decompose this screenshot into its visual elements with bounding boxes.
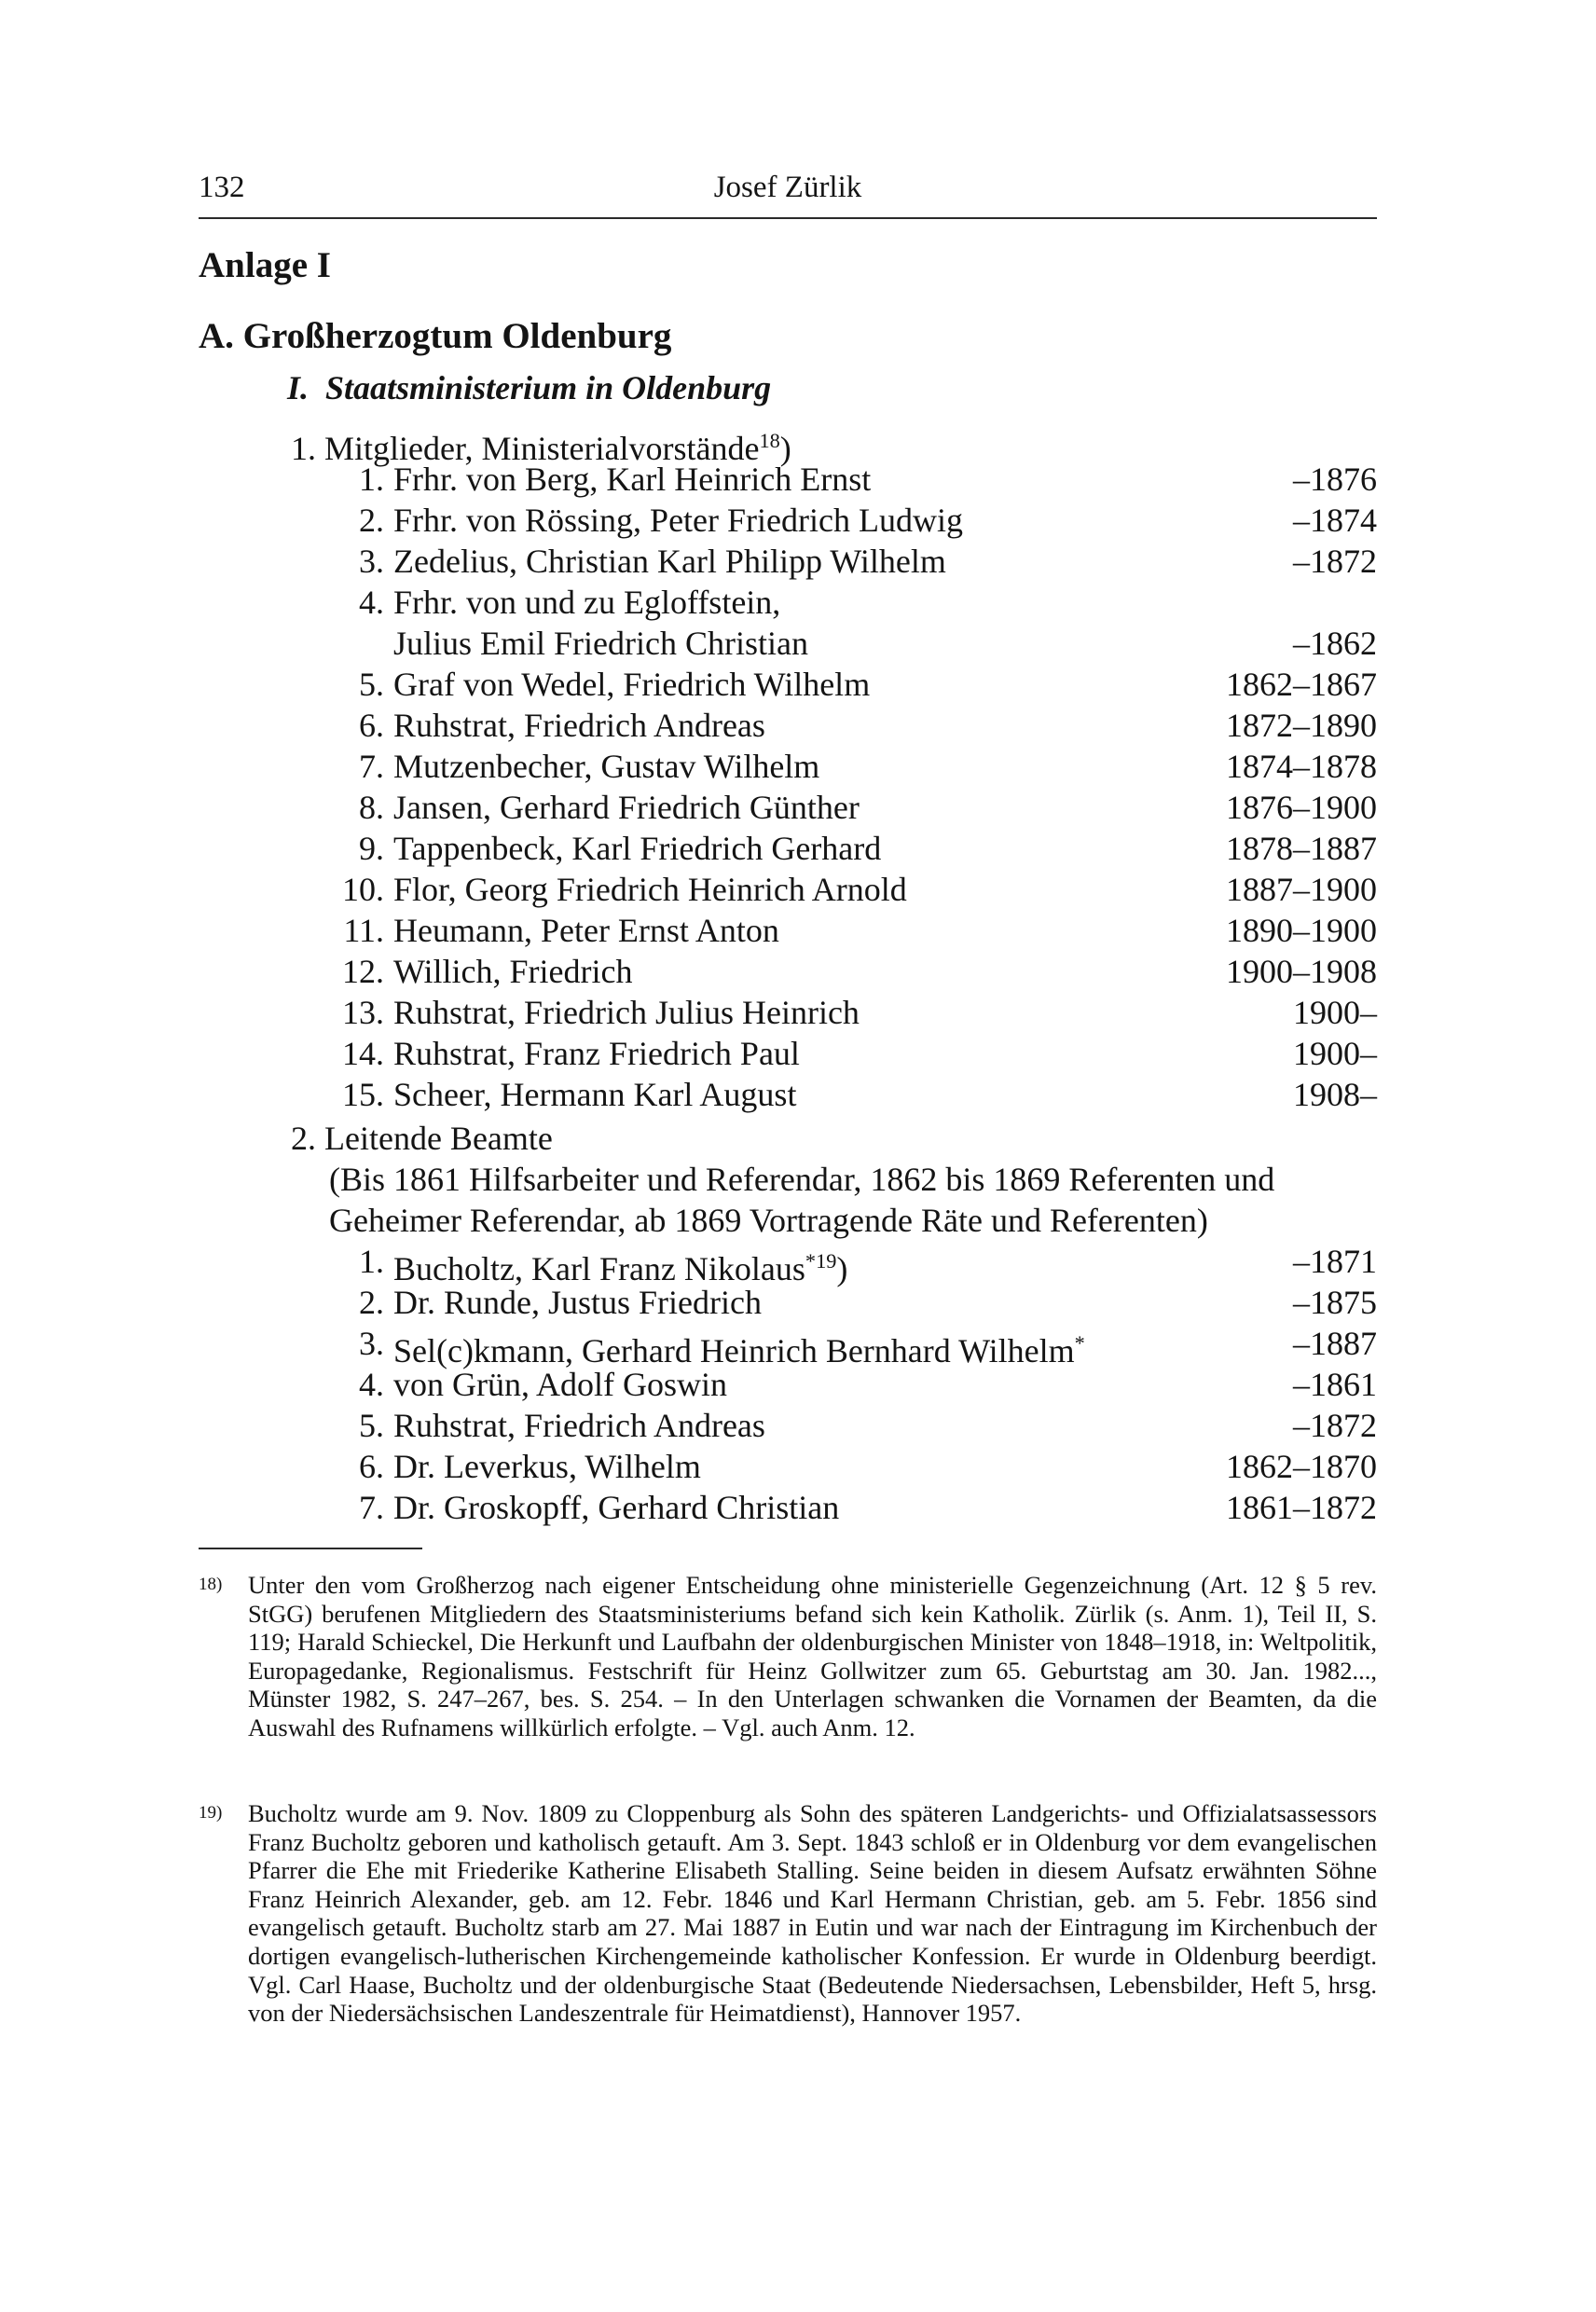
list-item <box>0 1405 1596 1446</box>
item-number: 4. <box>359 1366 384 1403</box>
item-number: 4. <box>359 584 384 621</box>
item-name-text: Tappenbeck, Karl Friedrich Gerhard <box>393 830 882 867</box>
section2-number: 2. <box>291 1120 316 1157</box>
item-name-text: Dr. Runde, Justus Friedrich <box>393 1284 762 1321</box>
item-years: –1875 <box>1293 1284 1377 1321</box>
item-name <box>393 787 860 828</box>
list-item <box>0 951 1596 992</box>
list-item <box>0 541 1596 582</box>
item-number: 10. <box>342 871 384 908</box>
item-number: 1. <box>359 461 384 498</box>
item-name-text: Dr. Leverkus, Wilhelm <box>393 1448 701 1485</box>
item-number: 12. <box>342 953 384 990</box>
list-item <box>0 582 1596 623</box>
footnote-ref-paren: ) <box>836 1250 848 1287</box>
item-name-text: Scheer, Hermann Karl August <box>393 1076 797 1113</box>
section1-paren: ) <box>779 430 791 467</box>
item-number: 13. <box>342 994 384 1031</box>
item-years: 1900– <box>1293 994 1377 1031</box>
item-years: 1900–1908 <box>1226 953 1377 990</box>
list-item <box>0 1446 1596 1487</box>
item-name <box>393 459 871 500</box>
item-years: 1890–1900 <box>1226 912 1377 949</box>
item-number: 5. <box>359 1407 384 1444</box>
asterisk-mark: * <box>1074 1331 1085 1355</box>
item-name-text: Sel(c)kmann, Gerhard Heinrich Bernhard Wilhelm <box>393 1332 1075 1369</box>
item-name-text: Ruhstrat, Friedrich Andreas <box>393 707 765 744</box>
section1-title: Mitglieder, Ministerialvorstände <box>324 430 760 467</box>
item-name <box>393 1405 765 1446</box>
item-number: 7. <box>359 748 384 785</box>
item-name-text: Heumann, Peter Ernst Anton <box>393 912 779 949</box>
item-years: 1862–1867 <box>1226 666 1377 703</box>
item-name <box>393 541 946 582</box>
item-name-text: Bucholtz, Karl Franz Nikolaus <box>393 1250 805 1287</box>
item-number: 15. <box>342 1076 384 1113</box>
item-number: 9. <box>359 830 384 867</box>
list-item <box>0 869 1596 910</box>
item-name-text: Flor, Georg Friedrich Heinrich Arnold <box>393 871 907 908</box>
section2-heading <box>291 1118 553 1159</box>
item-number: 3. <box>359 543 384 580</box>
item-name-text: Julius Emil Friedrich Christian <box>393 625 808 662</box>
section1-number: 1. <box>291 430 316 467</box>
list-item <box>0 705 1596 746</box>
asterisk-mark: * <box>805 1249 817 1273</box>
item-years: –1861 <box>1293 1366 1377 1403</box>
item-years: –1874 <box>1293 502 1377 539</box>
item-name-text: Frhr. von und zu Egloffstein, <box>393 584 781 621</box>
item-years: –1876 <box>1293 461 1377 498</box>
item-name-text: Frhr. von Berg, Karl Heinrich Ernst <box>393 461 872 498</box>
list-item <box>0 992 1596 1033</box>
list-item <box>0 664 1596 705</box>
list-item <box>0 1364 1596 1405</box>
list-item <box>0 1323 1596 1369</box>
item-number: 2. <box>359 1284 384 1321</box>
item-years: –1872 <box>1293 543 1377 580</box>
item-years: 1878–1887 <box>1226 830 1377 867</box>
item-name <box>393 1446 701 1487</box>
footnote-18 <box>199 1571 1377 1742</box>
item-name <box>393 1033 800 1074</box>
item-name <box>393 705 765 746</box>
item-years: 1874–1878 <box>1226 748 1377 785</box>
item-name-text: Dr. Groskopff, Gerhard Christian <box>393 1489 840 1526</box>
item-name <box>393 1487 839 1528</box>
item-number: 2. <box>359 502 384 539</box>
item-name <box>393 910 779 951</box>
item-years: 1861–1872 <box>1226 1489 1377 1526</box>
item-name <box>393 828 881 869</box>
ministry-heading <box>287 368 771 407</box>
item-name <box>393 746 819 787</box>
item-years: 1908– <box>1293 1076 1377 1113</box>
list-item <box>0 910 1596 951</box>
item-years: 1862–1870 <box>1226 1448 1377 1485</box>
item-number: 8. <box>359 789 384 826</box>
item-name <box>393 1074 796 1115</box>
footnote-rule <box>199 1548 422 1549</box>
footnote-ref-18: 18 <box>759 429 780 452</box>
item-name <box>393 664 870 705</box>
item-years: 1900– <box>1293 1035 1377 1072</box>
item-name-text: Graf von Wedel, Friedrich Wilhelm <box>393 666 871 703</box>
item-name-text: Ruhstrat, Friedrich Julius Heinrich <box>393 994 860 1031</box>
list-item <box>0 623 1596 664</box>
page-header <box>199 171 1377 219</box>
state-heading: A. Großherzogtum Oldenburg <box>199 316 672 356</box>
item-years: 1876–1900 <box>1226 789 1377 826</box>
list-item <box>0 459 1596 500</box>
item-name <box>393 992 860 1033</box>
item-name-text: Ruhstrat, Franz Friedrich Paul <box>393 1035 800 1072</box>
item-name <box>393 1364 727 1405</box>
list-item <box>0 1282 1596 1323</box>
list-item <box>0 1487 1596 1528</box>
footnote-text: Bucholtz wurde am 9. Nov. 1809 zu Cloppenburg als Sohn des späteren Landgerichts- und Offizialatsassessors Franz Bucholtz geboren und katholisch getauft. Am 3. Sept. 1843 schloß er in Oldenburg vor dem evangelischen Pfarrer die Ehe mit Friederike Katherine Elisabeth Stalling. Seine beiden in diesem Aufsatz erwähnten Söhne Franz Heinrich Alexander, geb. am 12. Febr. 1846 und Karl Hermann Christian, geb. am 5. Febr. 1856 sind evangelisch getauft. Bucholtz starb am 27. Mai 1887 in Eutin und war nach der Eintragung im Kirchenbuch der dortigen evangelisch-lutherischen Kirchengemeinde katholischer Konfession. Er wurde in Oldenburg beerdigt. Vgl. Carl Haase, Bucholtz und der oldenburgische Staat (Bedeutende Niedersachsen, Lebensbilder, Heft 5, hrsg. von der Niedersächsischen Landeszentrale für Heimatdienst), Hannover 1957. <box>248 1799 1377 2028</box>
item-number: 6. <box>359 707 384 744</box>
item-name-text: Jansen, Gerhard Friedrich Günther <box>393 789 860 826</box>
footnote-ref: 19 <box>816 1249 837 1273</box>
item-number: 7. <box>359 1489 384 1526</box>
item-name <box>393 1282 762 1323</box>
item-number: 14. <box>342 1035 384 1072</box>
item-name-text: Frhr. von Rössing, Peter Friedrich Ludwig <box>393 502 963 539</box>
item-years: –1871 <box>1293 1243 1377 1280</box>
item-name-text: Zedelius, Christian Karl Philipp Wilhelm <box>393 543 946 580</box>
section2-note-line-2: Geheimer Referendar, ab 1869 Vortragende Räte und Referenten) <box>329 1202 1208 1239</box>
item-number: 1. <box>359 1243 384 1280</box>
item-name-text: Ruhstrat, Friedrich Andreas <box>393 1407 765 1444</box>
item-number: 5. <box>359 666 384 703</box>
item-years: 1887–1900 <box>1226 871 1377 908</box>
item-years: –1872 <box>1293 1407 1377 1444</box>
ministry-title: Staatsministerium in Oldenburg <box>325 369 772 406</box>
appendix-heading: Anlage I <box>199 245 331 285</box>
item-years: 1872–1890 <box>1226 707 1377 744</box>
section2-title: Leitende Beamte <box>324 1120 553 1157</box>
item-name-text: Willich, Friedrich <box>393 953 633 990</box>
list-item <box>0 746 1596 787</box>
item-years: –1862 <box>1293 625 1377 662</box>
item-name-text: Mutzenbecher, Gustav Wilhelm <box>393 748 820 785</box>
list-item <box>0 1241 1596 1287</box>
footnote-19 <box>199 1799 1377 2028</box>
item-years: –1887 <box>1293 1325 1377 1362</box>
item-number: 6. <box>359 1448 384 1485</box>
item-number: 3. <box>359 1325 384 1362</box>
list-item <box>0 1074 1596 1115</box>
list-item <box>0 787 1596 828</box>
item-name <box>393 582 780 623</box>
ministry-number: I. <box>287 369 310 406</box>
list-item <box>0 1033 1596 1074</box>
item-number: 11. <box>343 912 384 949</box>
page-number: 132 <box>199 171 245 204</box>
item-name <box>393 623 808 664</box>
footnote-mark: 19) <box>199 1803 223 1823</box>
section2-note-line-1: (Bis 1861 Hilfsarbeiter und Referendar, 1862 bis 1869 Referenten und <box>329 1161 1275 1198</box>
item-name <box>393 869 907 910</box>
item-name <box>393 500 963 541</box>
list-item <box>0 828 1596 869</box>
list-item <box>0 500 1596 541</box>
footnote-text: Unter den vom Großherzog nach eigener Entscheidung ohne ministerielle Gegenzeichnung (Art. 12 § 5 rev. StGG) berufenen Mitgliedern des Staatsministeriums befand sich kein Katholik. Zürlik (s. Anm. 1), Teil II, S. 119; Harald Schieckel, Die Herkunft und Laufbahn der oldenburgischen Minister von 1848–1918, in: Weltpolitik, Europagedanke, Regionalismus. Festschrift für Heinz Gollwitzer zum 65. Geburtstag am 30. Jan. 1982..., Münster 1982, S. 247–267, bes. S. 254. – In den Unterlagen schwanken die Vornamen der Beamten, da die Auswahl des Rufnamens willkürlich erfolgte. – Vgl. auch Anm. 12. <box>248 1571 1377 1741</box>
footnote-mark: 18) <box>199 1575 223 1594</box>
item-name <box>393 951 632 992</box>
item-name-text: von Grün, Adolf Goswin <box>393 1366 727 1403</box>
running-title: Josef Zürlik <box>713 171 862 204</box>
